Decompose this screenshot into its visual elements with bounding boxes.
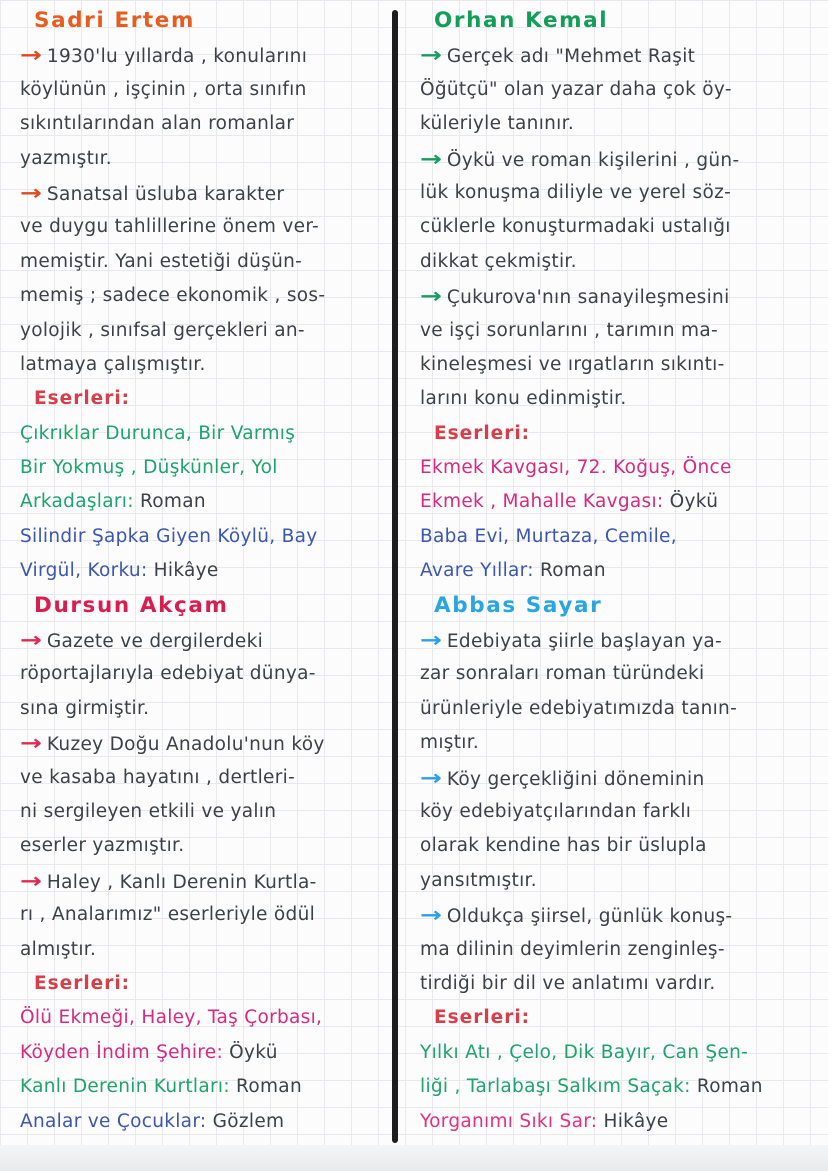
arrow-icon: →	[420, 43, 443, 68]
note-text: larını konu edinmiştir.	[420, 388, 627, 410]
works-line	[420, 1105, 826, 1139]
note-line	[20, 864, 390, 898]
note-text: 1930'lu yıllarda , konularını	[46, 46, 308, 68]
left-column	[20, 4, 390, 1139]
note-text: yansıtmıştır.	[420, 869, 537, 891]
note-line	[20, 898, 390, 932]
work-genre: Roman	[133, 491, 206, 513]
note-line	[420, 933, 826, 967]
arrow-icon: →	[420, 146, 443, 171]
note-text: ve kasaba hayatını , dertleri-	[20, 766, 296, 788]
note-line	[420, 210, 826, 244]
arrow-icon: →	[420, 903, 443, 928]
note-text: almıştır.	[20, 938, 97, 960]
work-titles: Silindir Şapka Giyen Köylü, Bay	[20, 525, 318, 547]
work-titles: Çıkrıklar Durunca, Bir Varmış	[20, 422, 296, 444]
note-text: memiş ; sadece ekonomik , sos-	[20, 285, 326, 307]
note-line	[20, 38, 390, 72]
works-line	[420, 451, 826, 485]
note-text: ve işçi sorunlarını , tarımın ma-	[420, 319, 718, 341]
note-text: ni sergileyen etkili ve yalın	[20, 800, 277, 822]
note-line	[20, 107, 390, 141]
arrow-icon: →	[20, 628, 43, 653]
works-line	[20, 485, 390, 519]
works-label	[20, 382, 390, 416]
note-text: Köy gerçekliğini döneminin	[446, 768, 705, 790]
arrow-icon: →	[420, 628, 443, 653]
note-line	[20, 245, 390, 279]
section-title: Dursun Akçam	[34, 592, 229, 618]
note-text: yazmıştır.	[20, 147, 112, 169]
work-titles: Ölü Ekmeği, Haley, Taş Çorbası,	[20, 1007, 323, 1029]
work-genre: Roman	[690, 1076, 763, 1098]
works-line	[20, 1036, 390, 1070]
note-line	[420, 314, 826, 348]
note-line	[420, 245, 826, 279]
work-genre: Öykü	[663, 491, 719, 513]
note-line	[420, 382, 826, 416]
note-text: olarak kendine has bir üslupla	[420, 835, 707, 857]
works-line	[20, 1001, 390, 1035]
page-bottom-edge	[0, 1145, 828, 1171]
work-titles: Baba Evi, Murtaza, Cemile,	[420, 525, 677, 547]
arrow-icon: →	[20, 180, 43, 205]
note-text: ma dilinin deyimlerin zenginleş-	[420, 938, 725, 960]
note-text: dikkat çekmiştir.	[420, 250, 577, 272]
note-line	[420, 726, 826, 760]
note-text: Gazete ve dergilerdeki	[46, 631, 264, 653]
work-genre: Gözlem	[206, 1110, 285, 1132]
note-text: mıştır.	[420, 732, 480, 754]
work-genre: Roman	[533, 560, 606, 582]
note-line	[20, 279, 390, 313]
note-text: cüklerle konuşturmadaki ustalığı	[420, 216, 731, 238]
note-line	[420, 692, 826, 726]
note-line	[420, 176, 826, 210]
work-titles: Analar ve Çocuklar:	[20, 1110, 207, 1132]
note-text: ve duygu tahlillerine önem ver-	[20, 216, 320, 238]
works-line	[20, 417, 390, 451]
work-titles: Arkadaşları:	[20, 491, 134, 513]
note-text: Çukurova'nın sanayileşmesini	[446, 287, 730, 309]
works-label-text: Eserleri:	[34, 972, 131, 994]
work-titles: Kanlı Derenin Kurtları:	[20, 1076, 230, 1098]
note-line	[420, 623, 826, 657]
note-line	[420, 657, 826, 691]
note-text: latmaya çalışmıştır.	[20, 353, 206, 375]
note-line	[420, 967, 826, 1001]
note-text: yolojik , sınıfsal gerçekleri an-	[20, 319, 305, 341]
work-genre: Hikâye	[147, 560, 219, 582]
works-label	[20, 967, 390, 1001]
works-label	[420, 1001, 826, 1035]
note-text: memiştir. Yani estetiği düşün-	[20, 250, 303, 272]
works-line	[20, 1070, 390, 1104]
note-text: Oldukça şiirsel, günlük konuş-	[446, 906, 733, 928]
works-label-text: Eserleri:	[434, 1007, 531, 1029]
works-label-text: Eserleri:	[434, 422, 531, 444]
note-line	[20, 726, 390, 760]
note-line	[20, 657, 390, 691]
works-line	[20, 1105, 390, 1139]
note-line	[420, 73, 826, 107]
work-titles: Avare Yıllar:	[420, 560, 534, 582]
work-titles: liği , Tarlabaşı Salkım Saçak:	[420, 1076, 691, 1098]
note-line	[20, 142, 390, 176]
note-line	[420, 38, 826, 72]
note-text: köy edebiyatçılarından farklı	[420, 800, 692, 822]
note-line	[420, 107, 826, 141]
work-genre: Hikâye	[597, 1110, 669, 1132]
work-titles: Ekmek Kavgası, 72. Koğuş, Önce	[420, 457, 732, 479]
note-line	[420, 279, 826, 313]
section-title: Sadri Ertem	[34, 8, 195, 33]
note-line	[20, 314, 390, 348]
note-line	[20, 692, 390, 726]
arrow-icon: →	[420, 765, 443, 790]
section-title: Abbas Sayar	[434, 592, 603, 618]
arrow-icon: →	[20, 731, 43, 756]
note-text: sıkıntılarından alan romanlar	[20, 113, 295, 135]
works-line	[420, 485, 826, 519]
work-genre: Roman	[229, 1076, 302, 1098]
note-text: köylünün , işçinin , orta sınıfın	[20, 78, 307, 100]
works-label-text: Eserleri:	[34, 388, 131, 410]
note-line	[20, 795, 390, 829]
note-line	[420, 142, 826, 176]
note-text: eserler yazmıştır.	[20, 835, 185, 857]
note-text: zar sonraları roman türündeki	[420, 663, 705, 685]
note-text: Kuzey Doğu Anadolu'nun köy	[46, 734, 325, 756]
work-genre: Öykü	[222, 1041, 278, 1063]
note-line	[20, 348, 390, 382]
note-text: tirdiği bir dil ve anlatımı vardır.	[420, 972, 716, 994]
work-titles: Köyden İndim Şehire:	[20, 1041, 223, 1063]
note-line	[20, 829, 390, 863]
section-title: Orhan Kemal	[434, 8, 609, 33]
note-line	[20, 933, 390, 967]
note-text: rı , Analarımız" eserleriyle ödül	[20, 904, 316, 926]
note-line	[20, 210, 390, 244]
note-text: kineleşmesi ve ırgatların sıkıntı-	[420, 353, 725, 375]
note-line	[420, 898, 826, 932]
work-titles: Ekmek , Mahalle Kavgası:	[420, 491, 664, 513]
work-titles: Bir Yokmuş , Düşkünler, Yol	[20, 457, 278, 479]
note-text: Haley , Kanlı Derenin Kurtla-	[46, 871, 317, 893]
works-line	[420, 1036, 826, 1070]
note-line	[420, 795, 826, 829]
note-text: ürünleriyle edebiyatımızda tanın-	[420, 697, 738, 719]
note-text: lük konuşma diliyle ve yerel söz-	[420, 181, 732, 203]
note-line	[420, 864, 826, 898]
works-label	[420, 417, 826, 451]
note-text: Öykü ve roman kişilerini , gün-	[446, 149, 740, 171]
works-line	[420, 1070, 826, 1104]
note-text: Sanatsal üsluba karakter	[46, 183, 285, 205]
works-line	[20, 554, 390, 588]
note-text: küleriyle tanınır.	[420, 113, 574, 135]
note-line	[420, 829, 826, 863]
note-line	[420, 348, 826, 382]
note-text: röportajlarıyla edebiyat dünya-	[20, 663, 316, 685]
note-line	[20, 176, 390, 210]
note-text: sına girmiştir.	[20, 697, 150, 719]
note-text: Edebiyata şiirle başlayan ya-	[446, 631, 723, 653]
note-text: Öğütçü" olan yazar daha çok öy-	[420, 78, 732, 100]
note-line	[20, 761, 390, 795]
works-line	[20, 451, 390, 485]
note-line	[20, 73, 390, 107]
arrow-icon: →	[420, 284, 443, 309]
note-line	[20, 623, 390, 657]
arrow-icon: →	[20, 43, 43, 68]
works-line	[20, 520, 390, 554]
note-text: Gerçek adı "Mehmet Raşit	[446, 46, 696, 68]
works-line	[420, 520, 826, 554]
work-titles: Virgül, Korku:	[20, 560, 148, 582]
arrow-icon: →	[20, 868, 43, 893]
column-divider-line	[392, 10, 398, 1143]
works-line	[420, 554, 826, 588]
work-titles: Yorganımı Sıkı Sar:	[420, 1110, 598, 1132]
right-column	[420, 4, 826, 1139]
work-titles: Yılkı Atı , Çelo, Dik Bayır, Can Şen-	[420, 1041, 749, 1063]
note-line	[420, 761, 826, 795]
